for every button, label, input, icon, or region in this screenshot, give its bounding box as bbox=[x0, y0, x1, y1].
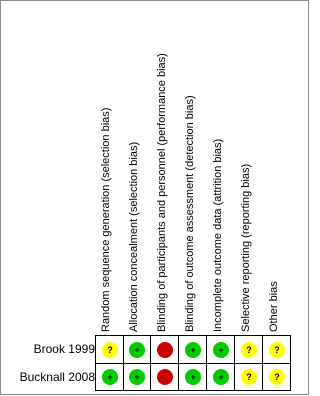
column-header-allocation bbox=[123, 6, 147, 332]
study-label: Brook 1999 bbox=[33, 342, 95, 356]
rating-cell bbox=[235, 335, 263, 364]
column-header-label: Blinding of participants and personnel (performance bias) bbox=[156, 53, 168, 332]
rating-cell bbox=[123, 363, 151, 391]
column-header-selective-reporting bbox=[235, 6, 259, 332]
unclear-risk-icon: ? bbox=[269, 342, 285, 358]
rating-cell bbox=[263, 363, 291, 391]
column-header-label: Blinding of outcome assessment (detection bias) bbox=[184, 95, 196, 332]
rating-cell bbox=[123, 335, 151, 364]
rating-cell bbox=[95, 335, 124, 364]
rating-cell bbox=[235, 363, 263, 391]
column-header-label: Random sequence generation (selection bias) bbox=[100, 107, 112, 332]
low-risk-icon: + bbox=[213, 342, 229, 358]
column-header-blinding-participants bbox=[151, 6, 175, 332]
rating-cell bbox=[151, 363, 179, 391]
high-risk-icon bbox=[157, 342, 173, 358]
rating-cell bbox=[207, 363, 235, 391]
study-label: Bucknall 2008 bbox=[19, 370, 95, 384]
rating-cell bbox=[95, 363, 124, 391]
rating-cell bbox=[151, 335, 179, 364]
column-header-other-bias bbox=[263, 6, 287, 332]
rating-cell bbox=[263, 335, 291, 364]
rating-cell bbox=[207, 335, 235, 364]
low-risk-icon: + bbox=[185, 369, 201, 385]
column-header-incomplete-data bbox=[207, 6, 231, 332]
unclear-risk-icon: ? bbox=[241, 369, 257, 385]
unclear-risk-icon: ? bbox=[269, 369, 285, 385]
column-header-blinding-outcome bbox=[179, 6, 203, 332]
column-header-label: Other bias bbox=[268, 281, 280, 332]
low-risk-icon: + bbox=[102, 369, 118, 385]
low-risk-icon: + bbox=[185, 342, 201, 358]
unclear-risk-icon: ? bbox=[102, 342, 118, 358]
rating-cell bbox=[179, 363, 207, 391]
high-risk-icon bbox=[157, 369, 173, 385]
unclear-risk-icon: ? bbox=[241, 342, 257, 358]
low-risk-icon: + bbox=[129, 342, 145, 358]
column-header-label: Incomplete outcome data (attrition bias) bbox=[212, 138, 224, 332]
column-header-random-sequence bbox=[95, 6, 119, 332]
rating-cell bbox=[179, 335, 207, 364]
low-risk-icon: + bbox=[213, 369, 229, 385]
column-header-label: Selective reporting (reporting bias) bbox=[240, 163, 252, 332]
column-header-label: Allocation concealment (selection bias) bbox=[128, 141, 140, 332]
low-risk-icon: + bbox=[129, 369, 145, 385]
